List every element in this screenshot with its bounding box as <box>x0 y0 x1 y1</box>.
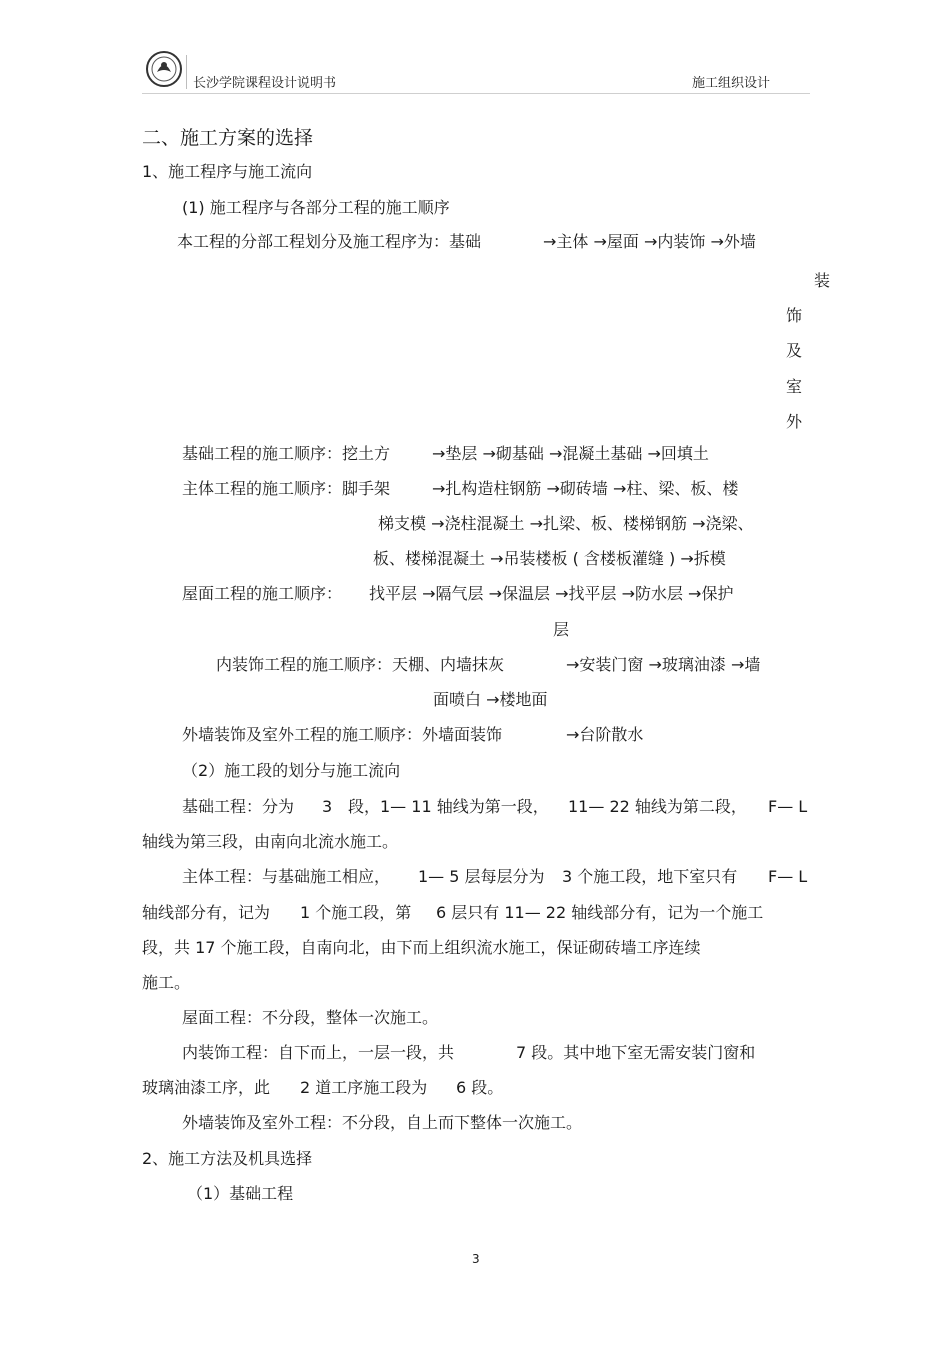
main-seq-line1: →扎构造柱钢筋 →砌砖墙 →柱、梁、板、楼 <box>432 479 739 498</box>
para-main-l2c: 6 层只有 11— 22 轴线部分有，记为一个施工 <box>436 903 764 922</box>
section-title: 二、施工方案的选择 <box>142 127 314 149</box>
vertical-char: 室 <box>786 377 803 396</box>
para-main-l2b: 1 个施工段，第 <box>300 903 412 922</box>
para-interior-l1a: 内装饰工程：自下而上，一层一段，共 <box>182 1043 455 1062</box>
header-divider <box>186 55 187 89</box>
header-right-title: 施工组织设计 <box>692 76 771 91</box>
subsection-2-1-title: （1）基础工程 <box>187 1184 294 1203</box>
exterior-seq-label: 外墙装饰及室外工程的施工顺序：外墙面装饰 <box>182 725 503 744</box>
vertical-char: 饰 <box>786 306 803 325</box>
main-seq-line2: 梯支模 →浇柱混凝土 →扎梁、板、楼梯钢筋 →浇梁、 <box>378 514 754 533</box>
roof-seq-line2: 层 <box>553 620 570 639</box>
vertical-char: 及 <box>786 341 803 360</box>
para-foundation-l1e: F— L <box>768 797 808 816</box>
para-foundation-l1d: 11— 22 轴线为第二段， <box>568 797 747 816</box>
para-interior-l2c: 6 段。 <box>456 1078 504 1097</box>
overall-seq-rest: →主体 →屋面 →内装饰 →外墙 <box>543 232 756 251</box>
para-main-l1a: 主体工程：与基础施工相应， <box>182 867 391 886</box>
roof-seq-label: 屋面工程的施工顺序： <box>182 584 343 603</box>
para-interior-l2b: 2 道工序施工段为 <box>300 1078 428 1097</box>
header-left-title: 长沙学院课程设计说明书 <box>193 76 337 91</box>
college-logo <box>142 48 186 90</box>
para-foundation-l1a: 基础工程：分为 <box>182 797 295 816</box>
page-number: 3 <box>472 1252 480 1266</box>
para-foundation-l1b: 3 <box>322 797 333 816</box>
interior-seq-line1: →安装门窗 →玻璃油漆 →墙 <box>566 655 761 674</box>
para-main-l3: 段，共 17 个施工段，自南向北，由下而上组织流水施工，保证砌砖墙工序连续 <box>142 938 701 957</box>
para-main-l1d: F— L <box>768 867 808 886</box>
subsection-1-1-title: (1) 施工程序与各部分工程的施工顺序 <box>182 198 450 217</box>
exterior-seq-rest: →台阶散水 <box>566 725 644 744</box>
main-seq-line3: 板、楼梯混凝土 →吊装楼板 ( 含楼板灌缝 ) →拆模 <box>373 549 726 568</box>
para-main-l2a: 轴线部分有，记为 <box>142 903 271 922</box>
foundation-seq-label: 基础工程的施工顺序：挖土方 <box>182 444 391 463</box>
foundation-seq-rest: →垫层 →砌基础 →混凝土基础 →回填土 <box>432 444 709 463</box>
subsection-1-title: 1、施工程序与施工流向 <box>142 162 313 181</box>
vertical-char: 外 <box>786 412 803 431</box>
overall-seq-prefix: 本工程的分部工程划分及施工程序为：基础 <box>177 232 482 251</box>
subsection-2-title: 2、施工方法及机具选择 <box>142 1149 313 1168</box>
para-interior-l1b: 7 段。其中地下室无需安装门窗和 <box>516 1043 756 1062</box>
main-seq-label: 主体工程的施工顺序：脚手架 <box>182 479 391 498</box>
roof-seq-line1: 找平层 →隔气层 →保温层 →找平层 →防水层 →保护 <box>369 584 734 603</box>
para-main-l4: 施工。 <box>142 973 191 992</box>
para-foundation-l2: 轴线为第三段，由南向北流水施工。 <box>142 832 399 851</box>
para-main-l1c: 3 个施工段，地下室只有 <box>562 867 738 886</box>
para-main-l1b: 1— 5 层每层分为 <box>418 867 545 886</box>
interior-seq-line2: 面喷白 →楼地面 <box>433 690 548 709</box>
interior-seq-label: 内装饰工程的施工顺序：天棚、内墙抹灰 <box>216 655 505 674</box>
para-roof: 屋面工程：不分段，整体一次施工。 <box>182 1008 439 1027</box>
subsection-1-2-title: （2）施工段的划分与施工流向 <box>182 761 401 780</box>
vertical-char: 装 <box>814 271 831 290</box>
header-rule <box>142 93 810 94</box>
para-foundation-l1c: 段，1— 11 轴线为第一段， <box>348 797 549 816</box>
para-interior-l2a: 玻璃油漆工序，此 <box>142 1078 271 1097</box>
para-exterior: 外墙装饰及室外工程：不分段，自上而下整体一次施工。 <box>182 1113 583 1132</box>
